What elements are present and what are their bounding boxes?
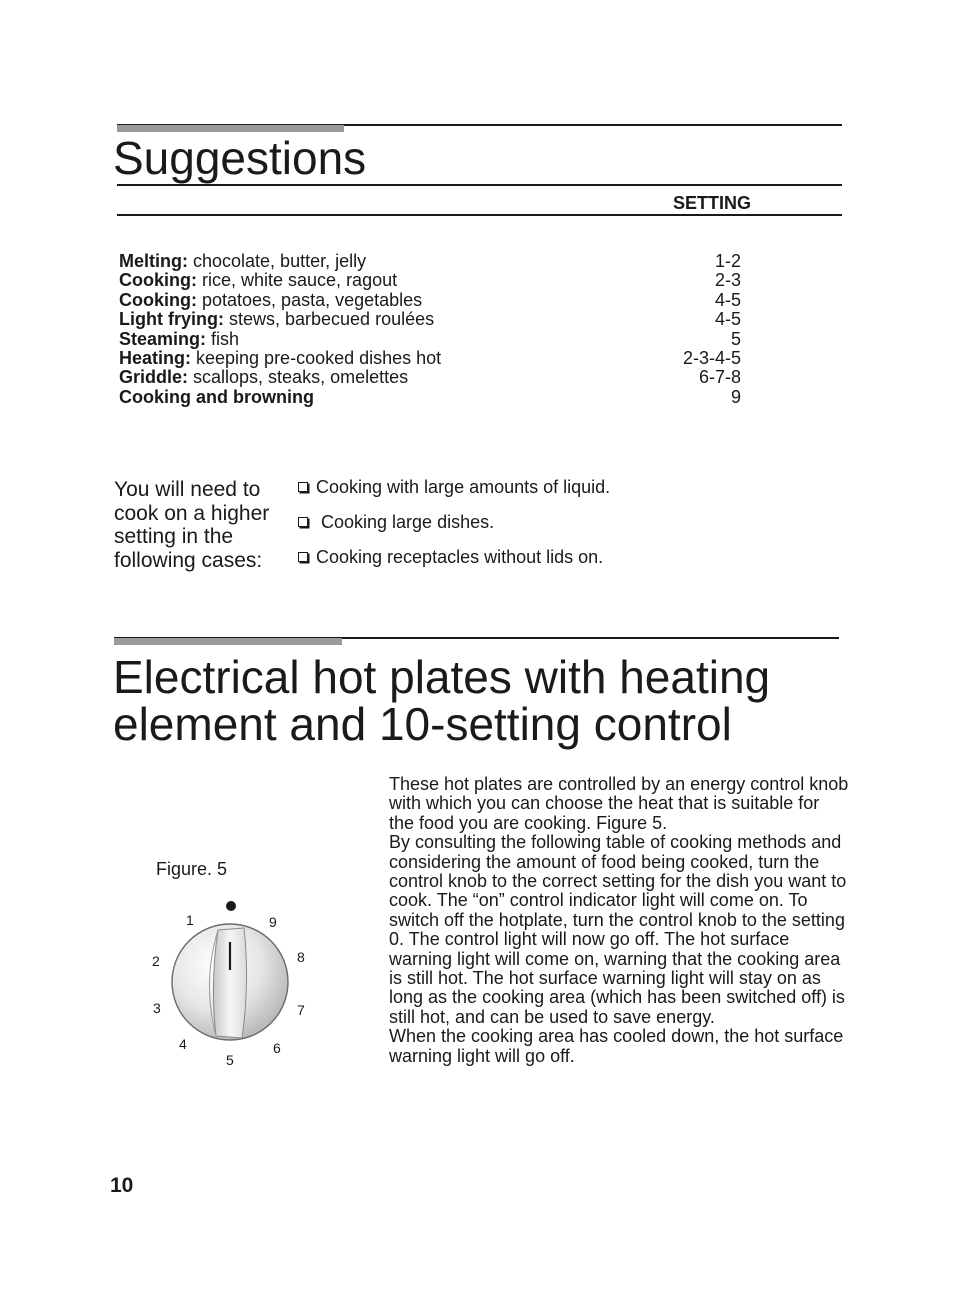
table-row xyxy=(119,388,741,407)
list-item xyxy=(298,477,610,497)
table-row xyxy=(119,368,741,387)
checkbox-icon xyxy=(298,517,308,527)
table-row xyxy=(119,291,741,310)
dial-number: 4 xyxy=(179,1036,187,1052)
table-row xyxy=(119,310,741,329)
table-row xyxy=(119,330,741,349)
dial-number: 9 xyxy=(269,914,277,930)
higher-setting-note: You will need to cook on a higher setting in the following cases: xyxy=(114,478,270,572)
row-label: Cooking: xyxy=(119,289,197,310)
instructions-text xyxy=(389,775,849,1066)
table-row xyxy=(119,271,741,290)
checkbox-icon xyxy=(298,552,308,562)
row-label: Heating: xyxy=(119,348,191,369)
table-row xyxy=(119,349,741,368)
row-label: Griddle: xyxy=(119,367,189,388)
row-label: Steaming: xyxy=(119,328,207,349)
dial-number: 8 xyxy=(297,949,305,965)
list-item xyxy=(298,547,603,567)
list-item-text: Cooking receptacles without lids on. xyxy=(316,547,604,567)
row-setting: 4-5 xyxy=(714,309,741,330)
row-text: fish xyxy=(206,328,240,349)
row-label: Cooking: xyxy=(119,270,197,291)
row-setting: 6-7-8 xyxy=(698,367,741,388)
figure-caption: Figure. 5 xyxy=(156,859,228,879)
dial-number: 5 xyxy=(226,1052,234,1068)
section-accent-bar xyxy=(117,125,344,132)
table-row xyxy=(119,252,741,271)
row-text: chocolate, butter, jelly xyxy=(188,251,367,271)
control-knob-figure xyxy=(140,890,330,1080)
dial-number: 6 xyxy=(273,1040,281,1056)
section2-accent-bar xyxy=(114,638,342,645)
dial-number: 7 xyxy=(297,1002,305,1018)
row-setting: 5 xyxy=(730,328,741,349)
paragraph: These hot plates are controlled by an energy control knob with which you can choose the heat that is suitable for the food you are cooking. Figure 5. xyxy=(389,774,849,833)
dial-number: 3 xyxy=(153,1000,161,1016)
row-text: rice, white sauce, ragout xyxy=(197,270,398,291)
row-text: potatoes, pasta, vegetables xyxy=(197,289,423,310)
hot-plates-title: Electrical hot plates with heating element and 10-setting control xyxy=(113,651,771,750)
header-underline xyxy=(117,214,842,216)
row-setting: 9 xyxy=(730,386,741,407)
list-item-text: Cooking with large amounts of liquid. xyxy=(316,477,611,497)
row-text: stews, barbecued roulées xyxy=(223,309,435,330)
list-item xyxy=(298,512,494,532)
row-label: Melting: xyxy=(119,251,188,271)
page-number: 10 xyxy=(110,1174,134,1197)
dial-number: 1 xyxy=(186,912,194,928)
paragraph: By consulting the following table of cooking methods and considering the amount of food being cooked, turn the control knob to the correct setting for the dish you want to cook. The “on” control indicator light will come on. To switch off the hotplate, turn the control knob to the setting 0. The control light will now go off. The hot surface warning light will come on, warning that the cooking area is still hot. The hot surface warning light will stay on as long as the cooking area (which has been switched off) is still hot, and can be used to save energy. xyxy=(389,832,847,1027)
indicator-dot-icon xyxy=(226,901,236,911)
paragraph: When the cooking area has cooled down, the hot surface warning light will go off. xyxy=(389,1026,844,1066)
row-setting: 2-3-4-5 xyxy=(682,348,741,369)
row-text: keeping pre-cooked dishes hot xyxy=(191,348,442,369)
title-underline xyxy=(117,184,842,186)
suggestions-table xyxy=(119,252,741,407)
list-item-text: Cooking large dishes. xyxy=(316,512,495,532)
row-setting: 4-5 xyxy=(714,289,741,310)
dial-number: 2 xyxy=(152,953,160,969)
row-setting: 2-3 xyxy=(714,270,741,291)
setting-column-header: SETTING xyxy=(673,193,752,213)
row-text: scallops, steaks, omelettes xyxy=(188,367,409,388)
row-label: Cooking and browning xyxy=(119,386,314,407)
row-setting: 1-2 xyxy=(714,251,741,271)
suggestions-title: Suggestions xyxy=(113,132,367,184)
checkbox-icon xyxy=(298,482,308,492)
row-label: Light frying: xyxy=(119,309,224,330)
